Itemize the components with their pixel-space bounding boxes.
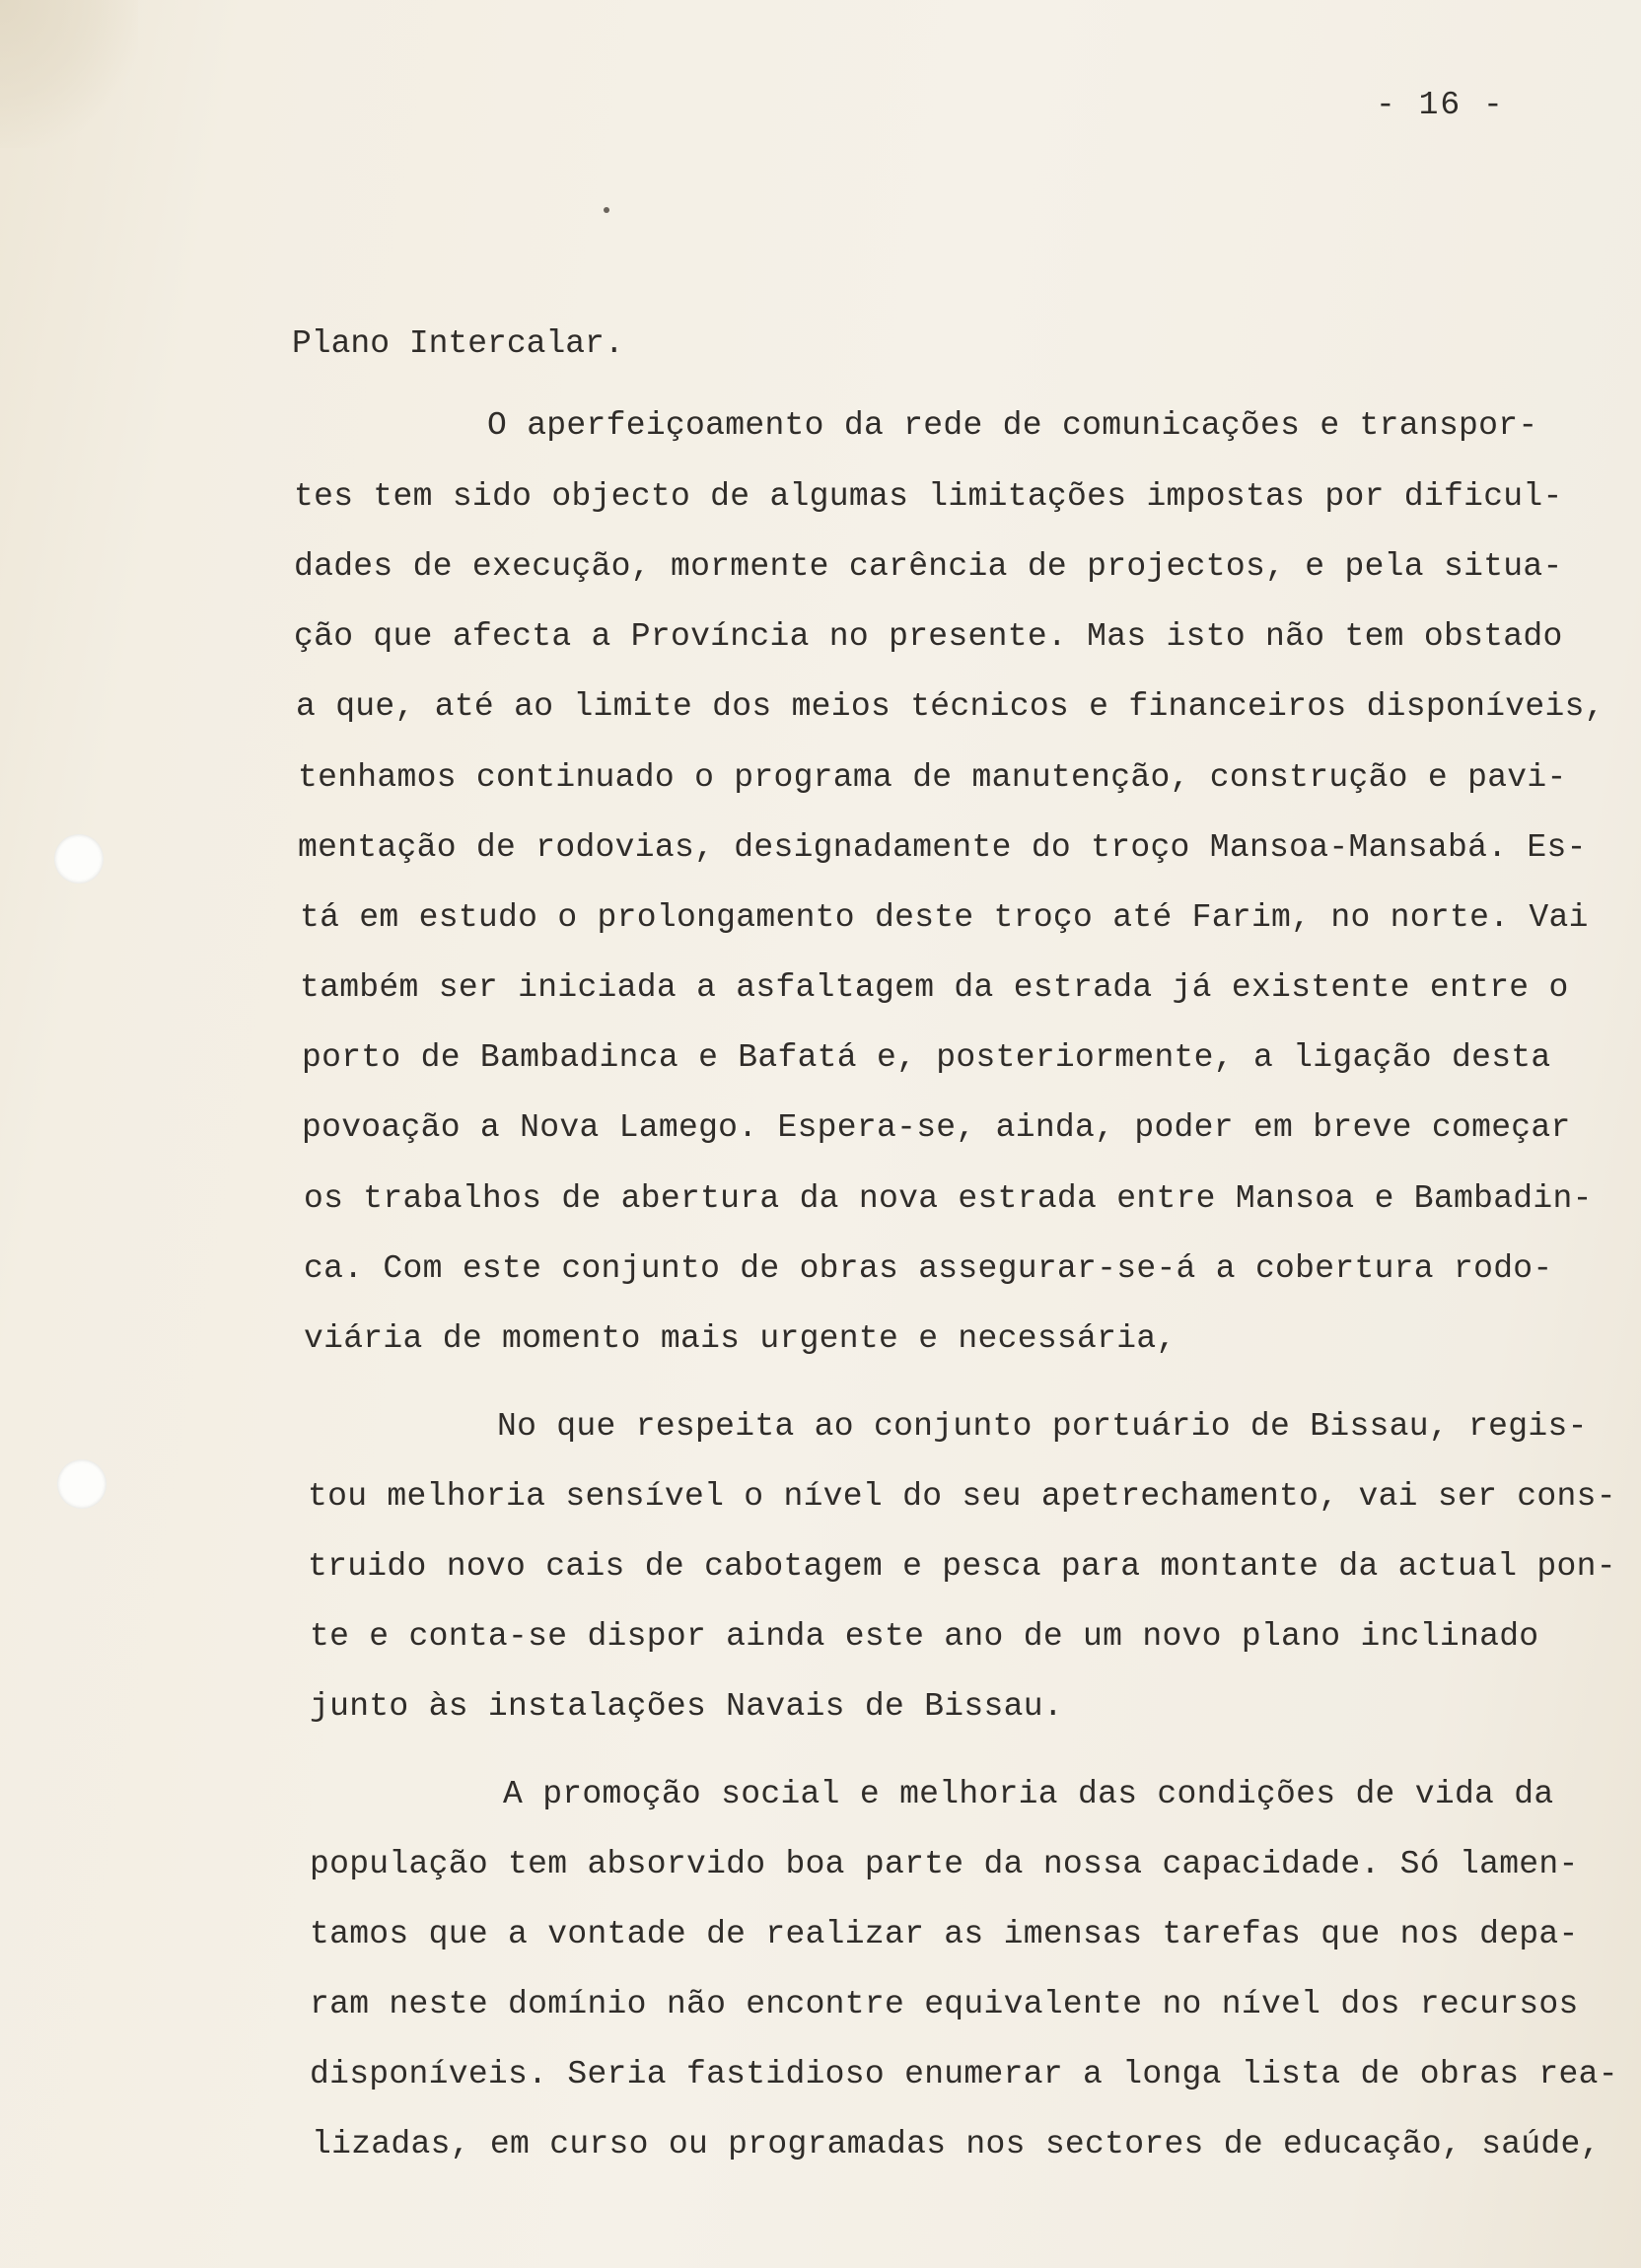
text-line: O aperfeiçoamento da rede de comunicações e transpor-	[487, 407, 1538, 444]
text-line: tenhamos continuado o programa de manutenção, construção e pavi-	[298, 759, 1567, 796]
text-line: tou melhoria sensível o nível do seu apetrechamento, vai ser cons-	[308, 1478, 1616, 1515]
text-line: dades de execução, mormente carência de projectos, e pela situa-	[294, 548, 1563, 585]
text-line: porto de Bambadinca e Bafatá e, posteriormente, a ligação desta	[302, 1039, 1551, 1076]
paper-stain	[0, 0, 138, 148]
text-line: a que, até ao limite dos meios técnicos e financeiros disponíveis,	[296, 688, 1605, 725]
text-line: também ser iniciada a asfaltagem da estrada já existente entre o	[300, 969, 1569, 1006]
text-line: tá em estudo o prolongamento deste troço até Farim, no norte. Vai	[300, 899, 1589, 936]
section-heading: Plano Intercalar.	[292, 325, 624, 362]
page-number: - 16 -	[1376, 87, 1505, 123]
text-line: ção que afecta a Província no presente. Mas isto não tem obstado	[294, 618, 1563, 655]
text-line: mentação de rodovias, designadamente do troço Mansoa-Mansabá. Es-	[298, 829, 1587, 866]
text-line: No que respeita ao conjunto portuário de Bissau, regis-	[497, 1408, 1588, 1445]
text-line: população tem absorvido boa parte da nossa capacidade. Só lamen-	[310, 1846, 1579, 1882]
text-line: ram neste domínio não encontre equivalente no nível dos recursos	[310, 1986, 1579, 2022]
text-line: os trabalhos de abertura da nova estrada entre Mansoa e Bambadin-	[304, 1180, 1593, 1217]
text-line: ca. Com este conjunto de obras assegurar-se-á a cobertura rodo-	[304, 1250, 1553, 1287]
text-line: disponíveis. Seria fastidioso enumerar a longa lista de obras rea-	[310, 2056, 1618, 2092]
text-line: lizadas, em curso ou programadas nos sectores de educação, saúde,	[312, 2126, 1601, 2162]
text-line: truido novo cais de cabotagem e pesca para montante da actual pon-	[308, 1548, 1616, 1585]
text-line: povoação a Nova Lamego. Espera-se, ainda, poder em breve começar	[302, 1109, 1571, 1146]
text-line: junto às instalações Navais de Bissau.	[310, 1688, 1063, 1725]
ink-dot	[604, 207, 609, 213]
text-line: te e conta-se dispor ainda este ano de um novo plano inclinado	[310, 1618, 1539, 1655]
text-line: tamos que a vontade de realizar as imensas tarefas que nos depa-	[310, 1916, 1579, 1952]
text-line: tes tem sido objecto de algumas limitações impostas por dificul-	[294, 478, 1563, 515]
text-line: A promoção social e melhoria das condições de vida da	[503, 1776, 1554, 1812]
punch-hole	[54, 834, 104, 884]
punch-hole	[57, 1459, 107, 1509]
text-line: viária de momento mais urgente e necessária,	[304, 1320, 1177, 1357]
